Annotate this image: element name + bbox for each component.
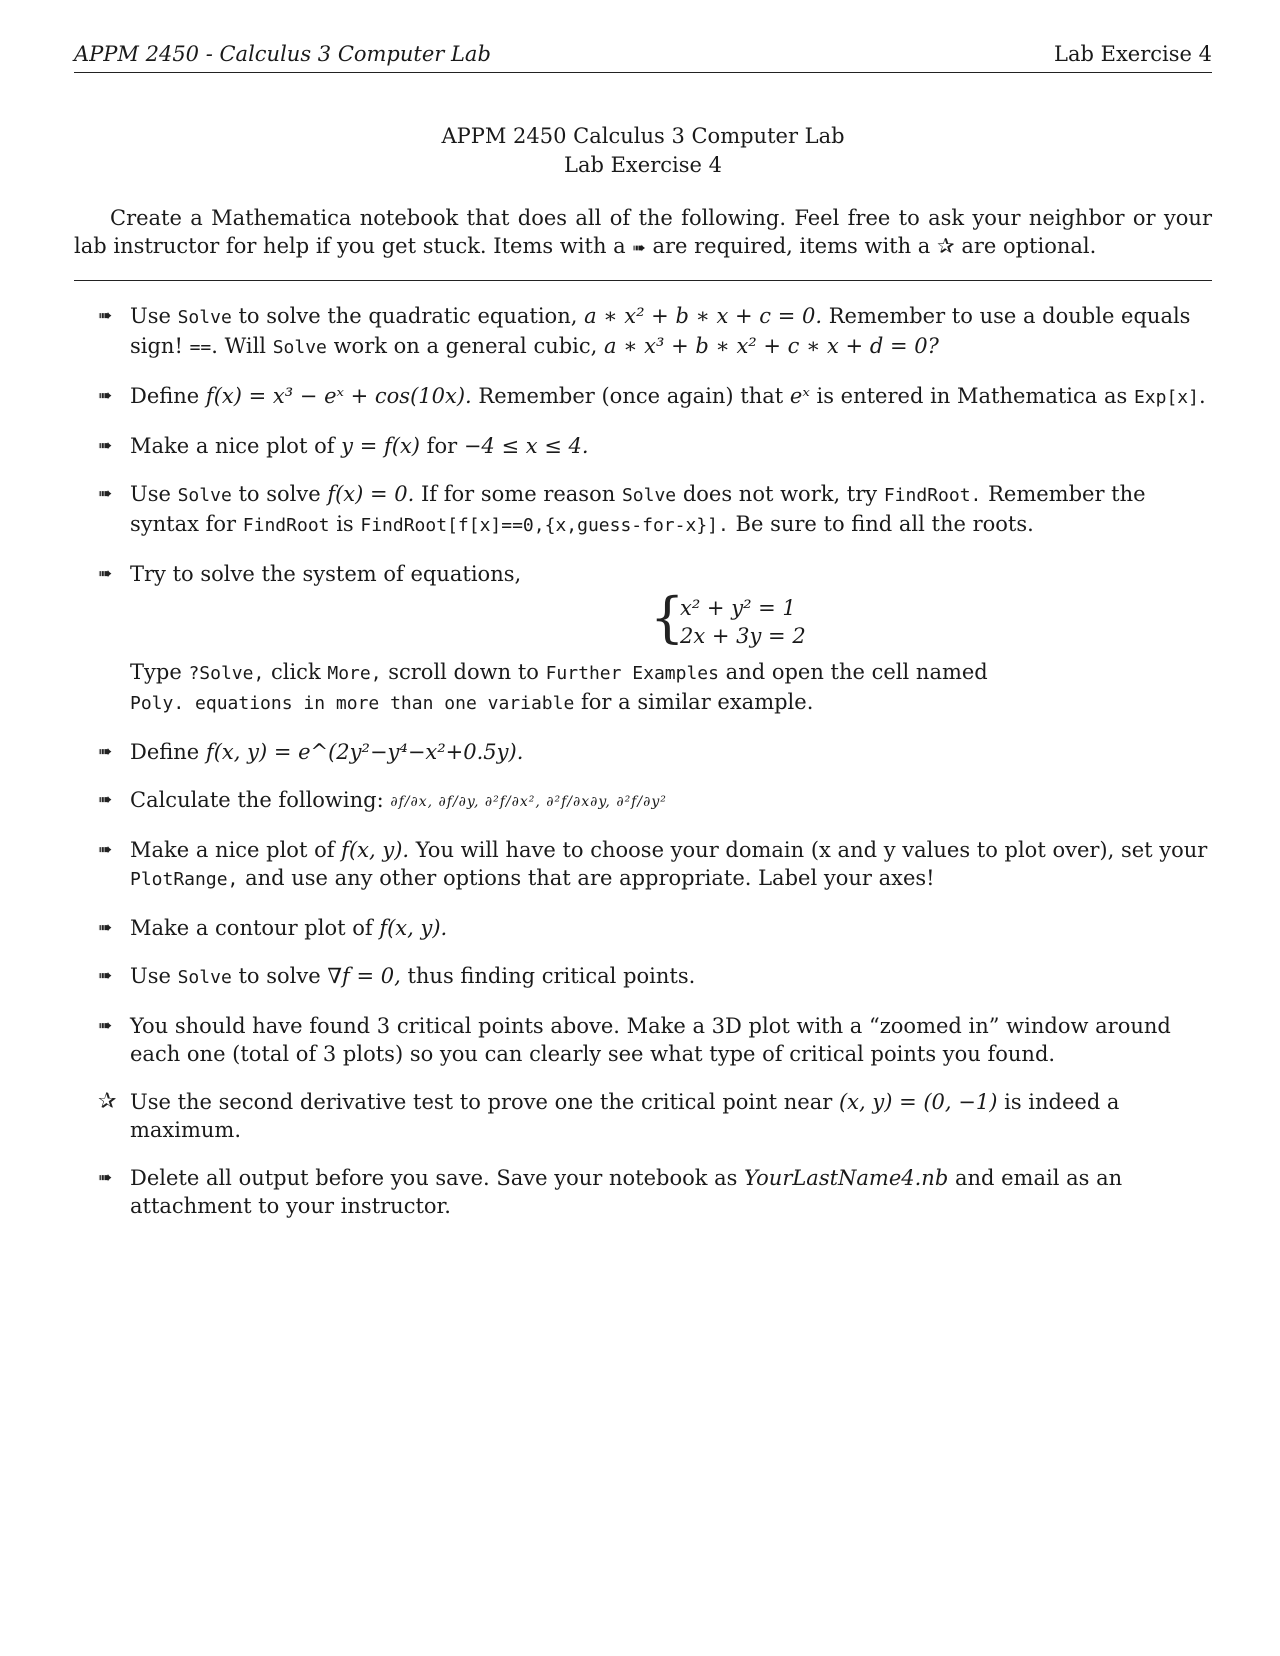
list-item	[74, 836, 1212, 894]
item-text: Use the second derivative test to prove one the critical point near	[130, 1089, 833, 1114]
brace: {	[650, 586, 685, 649]
equation: ∇f = 0,	[327, 963, 401, 988]
equation: y = f(x)	[341, 434, 420, 458]
item-text: scroll down to	[388, 660, 539, 684]
item-text: does not work, try	[682, 482, 878, 506]
item-text: Be sure to find all the roots.	[735, 512, 1034, 536]
item-text: Remember the syntax for	[130, 482, 1146, 536]
code-plotrange: PlotRange,	[130, 868, 239, 890]
star-icon: ✰	[937, 234, 955, 258]
list-item	[74, 786, 1212, 816]
equation: f(x) = 0.	[327, 482, 415, 506]
item-text: Calculate the following:	[130, 788, 384, 812]
list-item: ➠ Use Solve to solve the quadratic equation, a ∗ x² + b ∗ x + c = 0. Remember to use a double equals sign! ==. Will Solve work on a general cubic, a ∗ x³ + b ∗ x² + c ∗ x + d = 0?	[98, 304, 1191, 358]
equation: f(x, y) = e^(2y²−y⁴−x²+0.5y).	[205, 740, 524, 764]
equation-system	[650, 586, 850, 650]
list-item	[74, 738, 1212, 766]
code-solve: Solve	[177, 485, 232, 506]
title-course: APPM 2450 Calculus 3 Computer Lab	[441, 124, 845, 148]
item-text: work on a general cubic,	[333, 334, 598, 358]
item-text: for a similar example.	[581, 690, 814, 714]
equation: f(x, y).	[379, 915, 448, 940]
item-text: If for some reason	[421, 482, 616, 506]
list-item	[74, 1164, 1212, 1220]
arrow-icon: ➠	[98, 1015, 113, 1036]
item-text: is indeed a maximum.	[130, 1089, 1120, 1142]
item-text: Define	[130, 384, 200, 408]
item-text: thus finding critical points.	[407, 963, 696, 988]
header-course: APPM 2450 - Calculus 3 Computer Lab	[74, 42, 491, 66]
list-item	[74, 560, 1212, 718]
code-findroot-syntax: FindRoot[f[x]==0,{x,guess-for-x}].	[360, 515, 729, 536]
item-text: is	[336, 512, 354, 536]
code-solve: Solve	[621, 485, 677, 506]
equation: f(x) = x³ − eˣ + cos(10x).	[205, 384, 472, 408]
item-text: for	[426, 434, 458, 458]
item-text: Make a nice plot of	[130, 837, 335, 862]
code-solve: Solve	[272, 337, 327, 358]
item-text: and use any other options that are appropriate. Label your axes!	[245, 865, 935, 890]
code-solve: Solve	[177, 307, 232, 328]
arrow-icon: ➠	[632, 238, 646, 257]
task-list	[74, 302, 1212, 1240]
arrow-icon: ➠	[98, 484, 113, 504]
list-item	[74, 480, 1212, 540]
item-text: and open the cell named	[725, 660, 988, 684]
intro-paragraph	[74, 204, 1212, 262]
equation: a ∗ x² + b ∗ x + c = 0.	[584, 304, 823, 328]
code-double-equals: ==	[189, 337, 212, 358]
list-item	[74, 1088, 1212, 1144]
arrow-icon: ➠	[98, 839, 113, 860]
item-text: to solve the quadratic equation,	[238, 304, 578, 328]
page	[74, 0, 1212, 1656]
arrow-icon: ➠	[98, 917, 113, 938]
item-text: Delete all output before you save. Save your notebook as	[130, 1165, 738, 1190]
intro-text-1: Create a Mathematica notebook that does all of the following. Feel free to ask your neighbor or your lab instructor for help if you get stuck. Items with a	[74, 206, 1212, 258]
equation: f(x, y).	[341, 837, 410, 862]
list-item	[74, 1012, 1212, 1068]
arrow-icon: ➠	[98, 306, 113, 326]
list-item	[74, 432, 1212, 460]
item-text: Make a nice plot of	[130, 434, 335, 458]
divider	[74, 280, 1212, 281]
intro-text-3: are optional.	[961, 234, 1097, 258]
arrow-icon: ➠	[98, 965, 113, 986]
file-name: YourLastName4.nb	[744, 1165, 949, 1190]
item-text: and email as an attachment to your instructor.	[130, 1165, 1123, 1218]
code-help-solve: ?Solve,	[188, 663, 265, 684]
equation: −4 ≤ x ≤ 4.	[463, 434, 589, 458]
item-text: Use	[130, 963, 171, 988]
item-text: to solve	[238, 482, 321, 506]
header-exercise: Lab Exercise 4	[1054, 42, 1212, 66]
item-text: Remember to use a double equals sign!	[130, 304, 1191, 358]
item-text: Will	[224, 334, 267, 358]
item-text: You will have to choose your domain (x and y values to plot over), set your	[415, 837, 1208, 862]
item-text: click	[270, 660, 321, 684]
equation: 2x + 3y = 2	[680, 624, 806, 648]
title-exercise: Lab Exercise 4	[564, 153, 722, 177]
item-text: Use	[130, 304, 171, 328]
arrow-icon: ➠	[98, 436, 113, 456]
arrow-icon: ➠	[98, 564, 113, 584]
code-findroot: FindRoot	[242, 515, 330, 536]
intro-text-2: are required, items with a	[652, 234, 931, 258]
code-cell-name: Poly. equations in more than one variable	[130, 693, 575, 714]
list-item	[74, 914, 1212, 942]
item-text: Try to solve the system of equations,	[130, 562, 522, 586]
item-text: Define	[130, 740, 200, 764]
item-text: Remember (once again) that	[478, 384, 784, 408]
code-exp: Exp[x]	[1133, 387, 1199, 408]
star-icon: ✰	[98, 1088, 117, 1114]
code-further-examples: Further Examples	[545, 663, 719, 684]
item-text: Type	[130, 660, 182, 684]
code-findroot: FindRoot.	[883, 485, 982, 506]
equation: a ∗ x³ + b ∗ x² + c ∗ x + d = 0?	[604, 334, 939, 358]
list-item	[74, 962, 1212, 992]
item-text: Use	[130, 482, 171, 506]
equation: eˣ	[789, 384, 810, 408]
arrow-icon: ➠	[98, 790, 113, 810]
item-text: You should have found 3 critical points above. Make a 3D plot with a “zoomed in” window around each one (total of 3 plots) so you can clearly see what type of critical points you found.	[130, 1013, 1171, 1066]
equation: ∂f/∂x, ∂f/∂y, ∂²f/∂x², ∂²f/∂x∂y, ∂²f/∂y²	[390, 793, 667, 810]
item-text: to solve	[238, 963, 321, 988]
page-title	[74, 122, 1212, 180]
code-more: More,	[327, 663, 382, 684]
list-item: ➠ Define f(x) = x³ − eˣ + cos(10x). Remember (once again) that eˣ is entered in Mathematica as Exp[x].	[98, 384, 1206, 408]
arrow-icon: ➠	[98, 1167, 113, 1188]
item-text: is entered in Mathematica as	[816, 384, 1128, 408]
running-header	[74, 40, 1212, 73]
item-text: Make a contour plot of	[130, 915, 373, 940]
equation: x² + y² = 1	[680, 596, 796, 620]
arrow-icon: ➠	[98, 386, 113, 406]
equation: (x, y) = (0, −1)	[838, 1089, 998, 1114]
code-solve: Solve	[177, 966, 232, 988]
arrow-icon: ➠	[98, 742, 113, 762]
